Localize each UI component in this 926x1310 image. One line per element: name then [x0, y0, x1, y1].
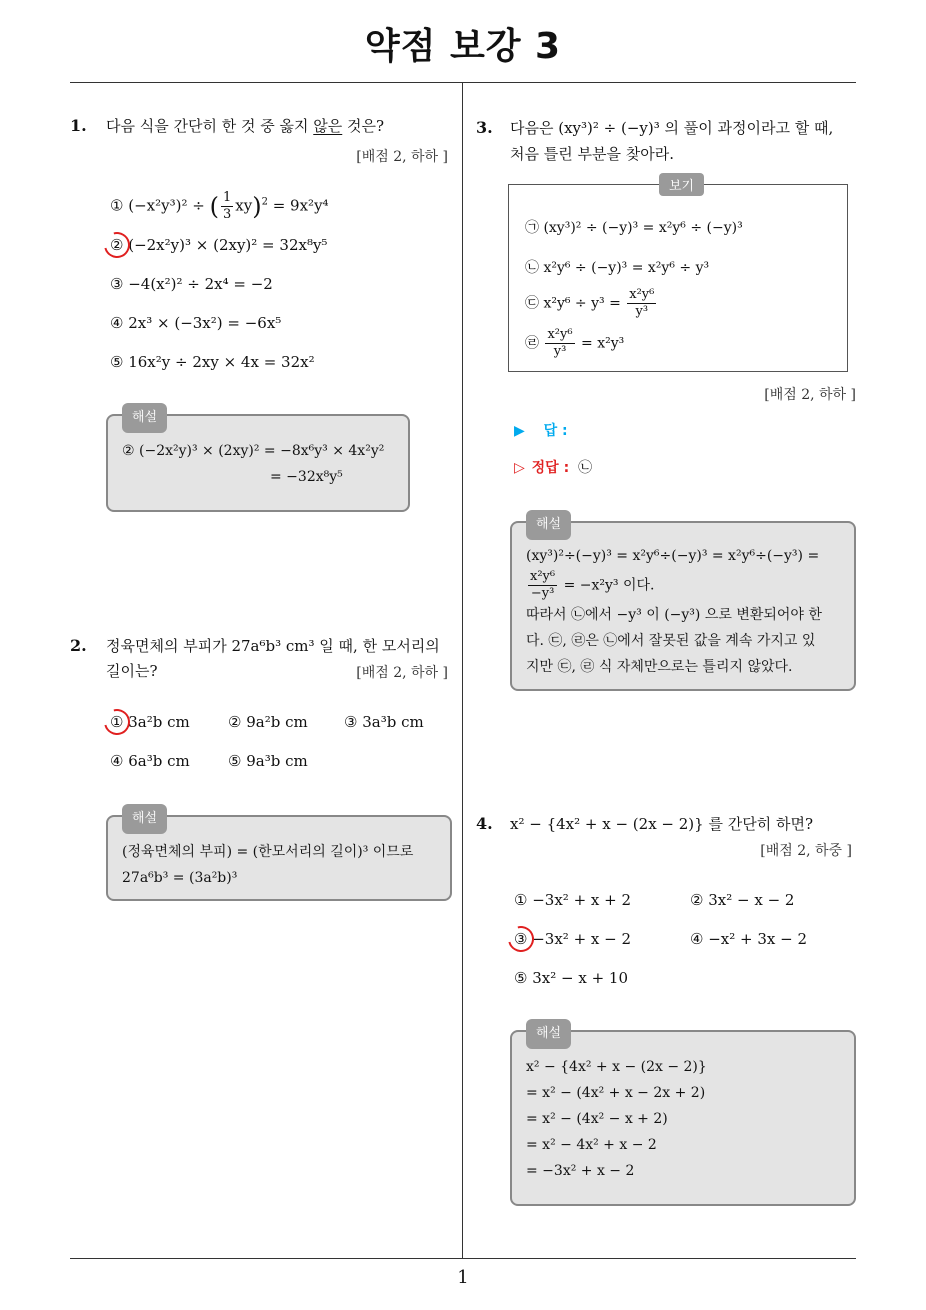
play-icon: ▶	[514, 423, 525, 439]
q3-text-line-2: 처음 틀린 부분을 찾아라.	[510, 145, 674, 163]
q3-meta: [배점 2, 하하 ]	[764, 387, 856, 403]
q3-bogi-box	[508, 179, 848, 372]
q3-bogi-item-2: ㉡ x²y⁶ ÷ (−y)³ = x²y⁶ ÷ y³	[525, 260, 710, 276]
bottom-divider	[70, 1258, 856, 1259]
q2-option-5[interactable]: ⑤ 9a³b cm	[228, 752, 308, 770]
q2-text-line-1: 정육면체의 부피가 27a⁶b³ cm³ 일 때, 한 모서리의	[106, 637, 440, 655]
q2-number: 2.	[70, 636, 87, 655]
q3-answer-line[interactable]	[514, 420, 568, 440]
page-title: 약점 보강 3	[364, 26, 562, 67]
top-divider	[70, 82, 856, 83]
q1-explanation-box	[106, 410, 410, 512]
q3-explanation-line-4: 다. ㉢, ㉣은 ㉡에서 잘못된 값을 계속 가지고 있	[526, 633, 816, 649]
q1-number: 1.	[70, 116, 87, 135]
q2-option-3[interactable]: ③ 3a³b cm	[344, 713, 424, 731]
q3-explanation-box	[510, 517, 856, 691]
q2-meta: [배점 2, 하하 ]	[356, 665, 448, 681]
column-divider	[462, 83, 463, 1258]
q2-explanation-line-2: 27a⁶b³ = (3a²b)³	[122, 870, 238, 886]
q4-option-3[interactable]: ③ −3x² + x − 2	[514, 930, 632, 948]
q1-option-1[interactable]: ① (−x²y³)² ÷ ( $\frac{1}{3}$ xy)$^2$ = 9x²y⁴	[110, 190, 329, 222]
q3-correct-line	[514, 457, 592, 477]
q2-option-2[interactable]: ② 9a²b cm	[228, 713, 308, 731]
q3-correct-label: 정답 :	[531, 460, 570, 476]
q2-text-line-2: 길이는?	[106, 662, 158, 680]
q4-explanation-tag: 해설	[526, 1019, 571, 1049]
q4-explanation-line-4: = x² − 4x² + x − 2	[526, 1137, 657, 1153]
q2-explanation-box	[106, 811, 452, 901]
q2-option-4[interactable]: ④ 6a³b cm	[110, 752, 190, 770]
q1-option-5[interactable]: ⑤ 16x²y ÷ 2xy × 4x = 32x²	[110, 353, 315, 371]
q3-bogi-tag: 보기	[659, 173, 704, 196]
outline-play-icon: ▷	[514, 460, 525, 476]
q3-text-line-1: 다음은 (xy³)² ÷ (−y)³ 의 풀이 과정이라고 할 때,	[510, 119, 834, 137]
q4-option-2[interactable]: ② 3x² − x − 2	[690, 891, 795, 909]
q3-bogi-item-3: ㉢ x²y⁶ ÷ y³ = $\frac{\text{x²y⁶}}{\text{y³}}$	[525, 287, 655, 319]
q3-correct-value: ㉡	[578, 460, 593, 476]
q2-answer-mark	[99, 704, 135, 740]
q4-explanation-line-5: = −3x² + x − 2	[526, 1163, 635, 1179]
q4-option-5[interactable]: ⑤ 3x² − x + 10	[514, 969, 628, 987]
q4-explanation-line-3: = x² − (4x² − x + 2)	[526, 1111, 668, 1127]
q3-explanation-tag: 해설	[526, 510, 571, 540]
q3-explanation-line-5: 지만 ㉢, ㉣ 식 자체만으로는 틀리지 않았다.	[526, 659, 793, 675]
q3-answer-label: 답 :	[543, 423, 568, 439]
page-number: 1	[457, 1267, 469, 1288]
q1-explanation-line-1: ② (−2x²y)³ × (2xy)² = −8x⁶y³ × 4x²y²	[122, 443, 385, 459]
q3-explanation-line-1: (xy³)²÷(−y)³ = x²y⁶÷(−y)³ = x²y⁶÷(−y³) =	[526, 548, 820, 564]
q4-option-4[interactable]: ④ −x² + 3x − 2	[690, 930, 808, 948]
q4-explanation-line-2: = x² − (4x² + x − 2x + 2)	[526, 1085, 706, 1101]
q3-number: 3.	[476, 118, 493, 137]
q2-option-1[interactable]: ① 3a²b cm	[110, 713, 190, 731]
q3-explanation-line-2: $\frac{\text{x²y⁶}}{\text{−y³}}$ = −x²y³ 이다.	[530, 569, 655, 601]
q1-explanation-line-2: = −32x⁸y⁵	[270, 469, 343, 485]
q1-option-2[interactable]: ② (−2x²y)³ × (2xy)² = 32x⁸y⁵	[110, 236, 328, 254]
q1-option-4[interactable]: ④ 2x³ × (−3x²) = −6x⁵	[110, 314, 282, 332]
q3-bogi-item-1: ㉠ (xy³)² ÷ (−y)³ = x²y⁶ ÷ (−y)³	[525, 220, 743, 236]
q1-explanation-tag: 해설	[122, 403, 167, 433]
q1-option-3[interactable]: ③ −4(x²)² ÷ 2x⁴ = −2	[110, 275, 273, 293]
q4-text: x² − {4x² + x − (2x − 2)} 를 간단히 하면?	[510, 815, 813, 833]
q3-explanation-line-3: 따라서 ㉡에서 −y³ 이 (−y³) 으로 변환되어야 한	[526, 607, 822, 623]
q2-explanation-tag: 해설	[122, 804, 167, 834]
q4-option-1[interactable]: ① −3x² + x + 2	[514, 891, 632, 909]
q3-bogi-item-4: ㉣ $\frac{\text{x²y⁶}}{\text{y³}}$ = x²y³	[525, 327, 625, 359]
q1-underlined-word: 않은	[313, 117, 343, 135]
q4-explanation-line-1: x² − {4x² + x − (2x − 2)}	[526, 1059, 707, 1075]
q1-meta: [배점 2, 하하 ]	[356, 149, 448, 165]
q4-number: 4.	[476, 814, 493, 833]
q4-explanation-box	[510, 1026, 856, 1206]
q4-meta: [배점 2, 하중 ]	[760, 843, 852, 859]
q1-text: 다음 식을 간단히 한 것 중 옳지 않은 것은?	[106, 117, 385, 135]
q2-explanation-line-1: (정육면체의 부피) = (한모서리의 길이)³ 이므로	[122, 844, 414, 860]
q1-answer-mark	[99, 227, 135, 263]
q4-answer-mark	[503, 921, 539, 957]
